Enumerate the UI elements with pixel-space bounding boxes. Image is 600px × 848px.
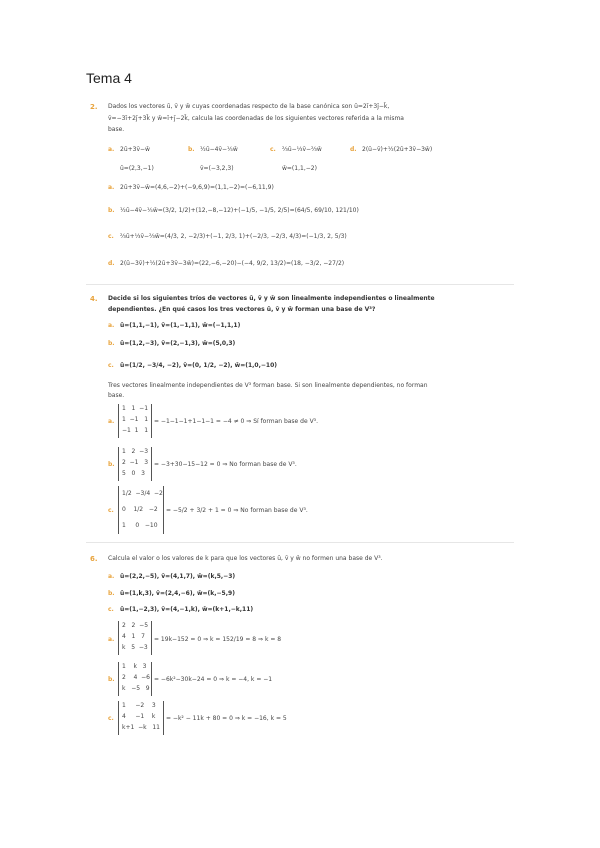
option-label: c. [108,362,114,369]
exercise-number: 2. [90,103,98,111]
option-text: ū=(1,−2,3), v̄=(4,−1,k), w̄=(k+1,−k,11) [120,606,254,613]
matrix-row: 4 −1 k [122,713,156,720]
determinant-matrix [118,486,164,534]
solution-label: d. [108,260,115,267]
option-text: ū=(2,2,−5), v̄=(4,1,7), w̄=(k,5,−3) [120,573,236,580]
matrix-row: 2 −1 3 [122,459,149,466]
solution-label: b. [108,207,115,214]
divider [86,542,514,543]
determinant-label: a. [108,636,115,643]
matrix-row: 1 k 3 [122,663,147,670]
determinant-matrix [118,404,152,438]
given-vector: w̄=(1,1,−2) [282,165,317,172]
option-text: ⅔ū−⅓v̄−⅔w̄ [282,146,322,153]
solution-text: 2(ū−3v̄)+½(2ū+3v̄−3w̄)=(22,−6,−20)−(−4, 9/2, 13/2)=(18, −3/2, −27/2) [120,260,345,267]
option-label: a. [108,322,115,329]
matrix-row: 1 1 −1 [122,405,149,412]
matrix-row: 1 −2 3 [122,702,156,709]
matrix-row: 2 4 −6 [122,674,150,681]
statement-line: Calcula el valor o los valores de k para que los vectores ū, v̄ y w̄ no formen una base de V³. [108,555,383,562]
option-text: ū=(1,2,−3), v̄=(2,−1,3), w̄=(5,0,3) [120,340,236,347]
determinant-result: = 19k−152 = 0 ⇒ k = 152/19 = 8 ⇒ k = 8 [154,636,282,643]
determinant-matrix [118,662,152,696]
statement-line: Decide si los siguientes tríos de vectores ū, v̄ y w̄ son linealmente independientes o linealmente [108,295,435,302]
page-title: Tema 4 [86,70,132,86]
option-text: ū=(1/2, −3/4, −2), v̄=(0, 1/2, −2), w̄=(1,0,−10) [120,362,277,369]
determinant-label: c. [108,715,114,722]
determinant-label: b. [108,676,115,683]
option-text: 2(ū−v̄)+½(2ū+3v̄−3w̄) [362,146,433,153]
determinant-result: = −k² − 11k + 80 = 0 ⇒ k = −16, k = 5 [166,715,287,722]
statement-line: v̄=−3ī+2j̄+3k̄ y w̄=ī+j̄−2k̄, calcula las coordenadas de los siguientes vectores referida a la misma [108,115,404,122]
matrix-row: k −5 9 [122,685,150,692]
matrix-row: 4 1 7 [122,633,145,640]
option-text: ū=(1,k,3), v̄=(2,4,−6), w̄=(k,−5,9) [120,590,235,597]
option-label: c. [270,146,276,153]
solution-text: 2ū+3v̄−w̄=(4,6,−2)+(−9,6,9)=(1,1,−2)=(−6,11,9) [120,184,274,191]
divider [86,284,514,285]
exercise-number: 6. [90,555,98,563]
statement-line: base. [108,126,125,133]
matrix-row: k+1 −k 11 [122,724,160,731]
solution-label: a. [108,184,115,191]
option-text: 2ū+3v̄−w̄ [120,146,150,153]
solution-text: ½ū−4v̄−⅕w̄=(3/2, 1/2)+(12,−8,−12)+(−1/5, −1/5, 2/5)=(64/5, 69/10, 121/10) [120,207,359,214]
determinant-matrix [118,447,152,481]
matrix-row: 2 2 −5 [122,622,149,629]
given-vector: v̄=(−3,2,3) [200,165,234,172]
matrix-row: k 5 −3 [122,644,148,651]
option-label: b. [188,146,195,153]
statement-line: dependientes. ¿En qué casos los tres vectores ū, v̄ y w̄ forman una base de V³? [108,306,376,313]
matrix-row: 1/2 −3/4 −2 [122,490,163,497]
determinant-result: = −6k²−30k−24 = 0 ⇒ k = −4, k = −1 [154,676,273,683]
matrix-row: 0 1/2 −2 [122,506,158,513]
determinant-matrix [118,701,164,735]
option-label: d. [350,146,357,153]
determinant-label: a. [108,418,115,425]
determinant-result: = −5/2 + 3/2 + 1 = 0 ⇒ No forman base de V³. [166,507,308,514]
statement-line: Dados los vectores ū, v̄ y w̄ cuyas coordenadas respecto de la base canónica son ū=2ī+3j̄−k̄, [108,103,390,110]
option-label: b. [108,590,115,597]
solution-text: ⅔ū+⅓v̄−⅔w̄=(4/3, 2, −2/3)+(−1, 2/3, 1)+(−2/3, −2/3, 4/3)=(−1/3, 2, 5/3) [120,233,347,240]
option-text: ū=(1,1,−1), v̄=(1,−1,1), w̄=(−1,1,1) [120,322,241,329]
determinant-result: = −3+30−15−12 = 0 ⇒ No forman base de V³. [154,461,297,468]
option-text: ½ū−4v̄−⅕w̄ [200,146,238,153]
option-label: a. [108,146,115,153]
determinant-result: = −1−1−1+1−1−1 = −4 ≠ 0 ⇒ Sí forman base de V³. [154,418,318,425]
determinant-matrix [118,621,152,655]
determinant-label: b. [108,461,115,468]
matrix-row: −1 1 1 [122,427,149,434]
matrix-row: 1 −1 1 [122,416,149,423]
solution-label: c. [108,233,114,240]
exercise-number: 4. [90,295,98,303]
determinant-label: c. [108,507,114,514]
option-label: a. [108,573,115,580]
given-vector: ū=(2,3,−1) [120,165,154,172]
matrix-row: 5 0 3 [122,470,145,477]
option-label: c. [108,606,114,613]
note-line: Tres vectores linealmente independientes de V³ forman base. Si son linealmente dependientes, no forman [108,382,428,389]
matrix-row: 1 0 −10 [122,522,158,529]
matrix-row: 1 2 −3 [122,448,149,455]
note-line: base. [108,392,125,399]
option-label: b. [108,340,115,347]
